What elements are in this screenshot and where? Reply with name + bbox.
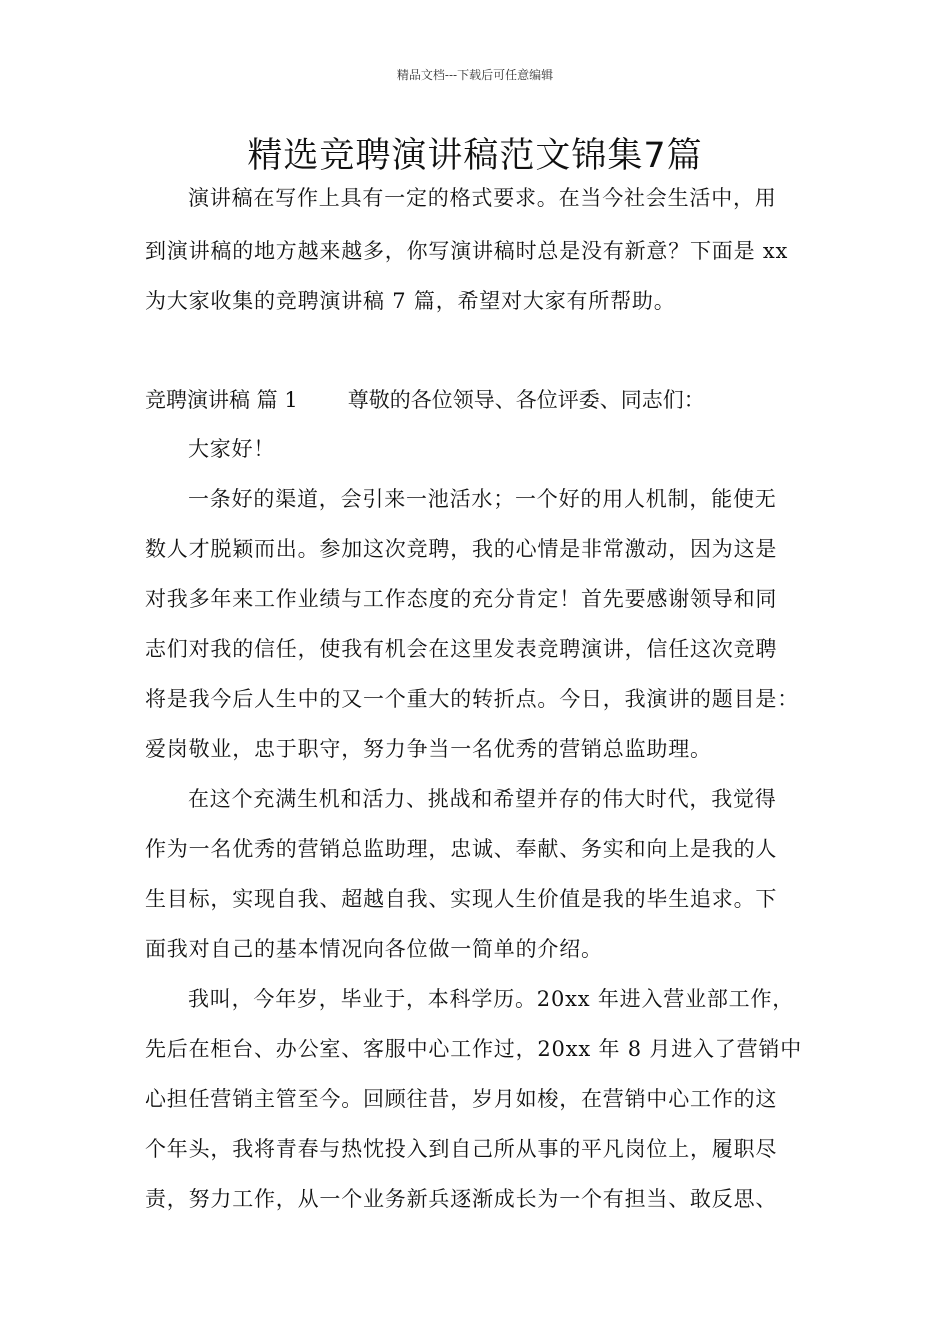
section-heading: 竞聘演讲稿 篇 1	[145, 388, 298, 412]
greeting: 大家好！	[188, 437, 276, 461]
section-heading-row	[145, 385, 705, 415]
paragraph-line: 先后在柜台、办公室、客服中心工作过，20xx 年 8 月进入了营销中	[145, 1037, 802, 1061]
paragraph-line: 在这个充满生机和活力、挑战和希望并存的伟大时代，我觉得	[188, 787, 777, 811]
paragraph-line: 个年头，我将青春与热忱投入到自己所从事的平凡岗位上，履职尽	[145, 1137, 778, 1161]
paragraph-line: 心担任营销主管至今。回顾往昔，岁月如梭，在营销中心工作的这	[145, 1087, 778, 1111]
header-note: 精品文档---下载后可任意编辑	[396, 68, 554, 82]
paragraph-line: 面我对自己的基本情况向各位做一简单的介绍。	[145, 937, 603, 961]
paragraph-line: 将是我今后人生中的又一个重大的转折点。今日，我演讲的题目是：	[145, 687, 799, 711]
intro-line: 演讲稿在写作上具有一定的格式要求。在当今社会生活中，用	[188, 186, 777, 210]
paragraph-line: 对我多年来工作业绩与工作态度的充分肯定！首先要感谢领导和同	[145, 587, 778, 611]
salutation: 尊敬的各位领导、各位评委、同志们：	[347, 388, 705, 412]
document-title: 精选竞聘演讲稿范文锦集7篇	[247, 136, 703, 176]
paragraph-line: 我叫，今年岁，毕业于，本科学历。20xx 年进入营业部工作，	[188, 987, 795, 1011]
paragraph-line: 作为一名优秀的营销总监助理，忠诚、奉献、务实和向上是我的人	[145, 837, 778, 861]
paragraph-line: 生目标，实现自我、超越自我、实现人生价值是我的毕生追求。下	[145, 887, 778, 911]
intro-line: 到演讲稿的地方越来越多，你写演讲稿时总是没有新意？下面是 xx	[145, 239, 789, 263]
paragraph-line: 数人才脱颖而出。参加这次竞聘，我的心情是非常激动，因为这是	[145, 537, 778, 561]
paragraph-line: 责，努力工作，从一个业务新兵逐渐成长为一个有担当、敢反思、	[145, 1187, 778, 1211]
paragraph-line: 一条好的渠道，会引来一池活水；一个好的用人机制，能使无	[188, 487, 777, 511]
intro-line: 为大家收集的竞聘演讲稿 7 篇，希望对大家有所帮助。	[145, 289, 676, 313]
paragraph-line: 爱岗敬业，忠于职守，努力争当一名优秀的营销总监助理。	[145, 737, 712, 761]
paragraph-line: 志们对我的信任，使我有机会在这里发表竞聘演讲，信任这次竞聘	[145, 637, 778, 661]
